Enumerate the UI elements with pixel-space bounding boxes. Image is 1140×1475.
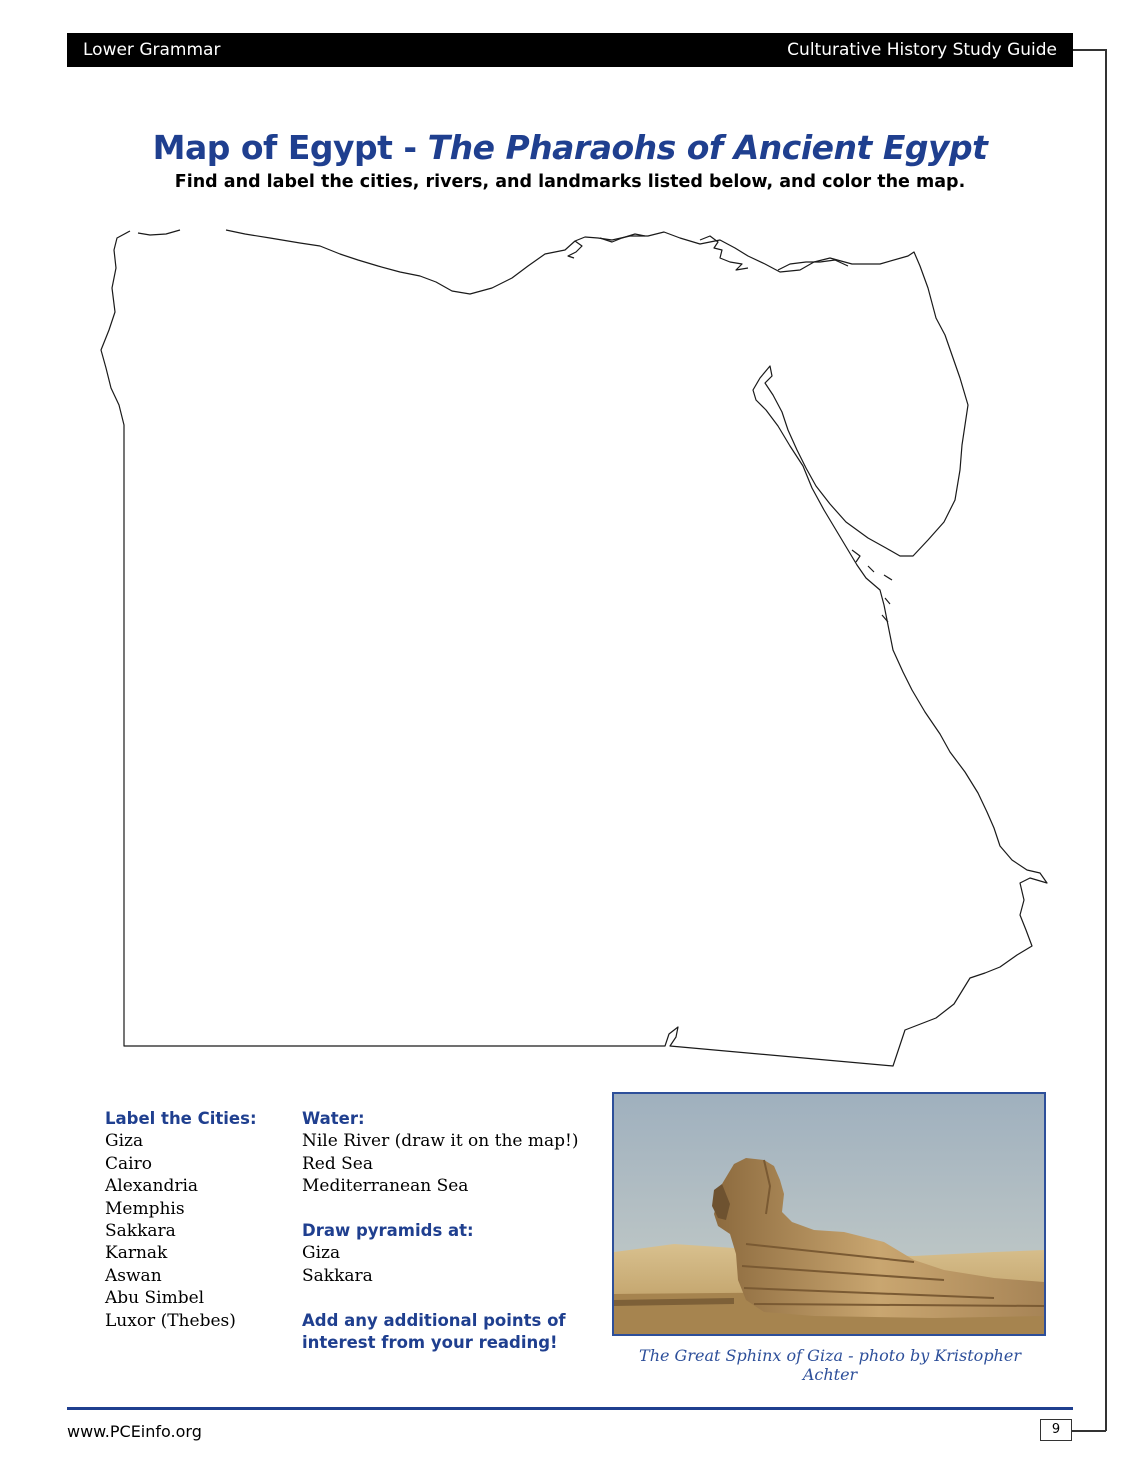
list-item: Giza (105, 1131, 144, 1152)
page-subtitle: Find and label the cities, rivers, and landmarks listed below, and color the map. (174, 172, 966, 192)
list-item: Abu Simbel (105, 1288, 205, 1309)
list-item: Cairo (105, 1153, 152, 1174)
extra-line-2: interest from your reading! (302, 1333, 558, 1353)
egypt-border (101, 230, 1047, 1066)
list-item: Aswan (105, 1265, 162, 1286)
coast-segment-west (138, 230, 180, 235)
header-left-label: Lower Grammar (83, 40, 221, 60)
sphinx-photo (612, 1092, 1046, 1336)
list-item: Mediterranean Sea (302, 1176, 469, 1197)
cities-heading: Label the Cities: (105, 1109, 257, 1128)
list-item: Memphis (105, 1198, 185, 1219)
footer-url[interactable]: www.PCEinfo.org (67, 1422, 202, 1441)
list-item: Giza (302, 1243, 341, 1264)
list-item: Karnak (105, 1243, 168, 1264)
pyramids-heading: Draw pyramids at: (302, 1221, 474, 1241)
list-item: Luxor (Thebes) (105, 1310, 236, 1331)
footer-rule (67, 1407, 1073, 1410)
water-heading: Water: (302, 1109, 365, 1128)
water-column (302, 1108, 578, 1354)
cities-column (105, 1108, 257, 1332)
title-italic: The Pharaohs of Ancient Egypt (427, 128, 988, 167)
title-main: Map of Egypt - (152, 128, 428, 167)
list-item: Alexandria (105, 1176, 199, 1197)
red-sea-islands (852, 550, 892, 622)
list-item: Red Sea (302, 1153, 373, 1174)
list-item: Nile River (draw it on the map!) (302, 1131, 579, 1152)
delta-coast-detail (568, 234, 748, 270)
photo-caption: The Great Sphinx of Giza - photo by Kristopher Achter (639, 1346, 1021, 1384)
list-item: Sakkara (105, 1221, 176, 1242)
sphinx-illustration (614, 1094, 1044, 1334)
page-number: 9 (1040, 1419, 1072, 1441)
header-right-label: Culturative History Study Guide (787, 40, 1057, 60)
list-item: Sakkara (302, 1265, 373, 1286)
extra-line-1: Add any additional points of (302, 1310, 566, 1330)
sinai-north-detail (778, 260, 848, 270)
